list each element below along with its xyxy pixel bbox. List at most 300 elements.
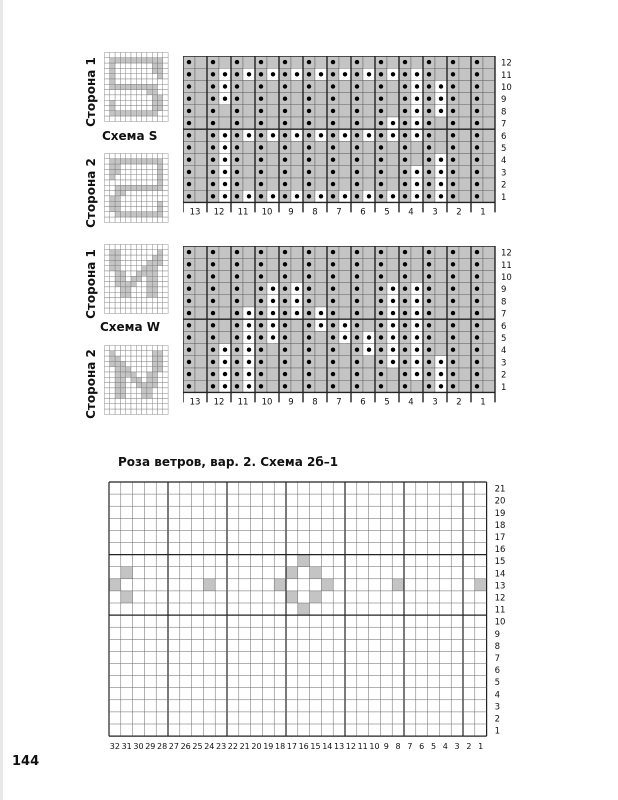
- motif-cell: [163, 409, 168, 414]
- stitch-cell: [339, 154, 351, 166]
- motif-cell: [163, 180, 168, 185]
- motif-cell: [115, 388, 120, 393]
- motif-cell: [158, 308, 163, 313]
- stitch-dot: [427, 311, 431, 315]
- motif-cell: [142, 169, 147, 174]
- stitch-dot: [379, 348, 383, 352]
- stitch-dot: [379, 335, 383, 339]
- column-label: 31: [121, 742, 132, 752]
- motif-cell: [110, 90, 115, 95]
- motif-cell: [142, 409, 147, 414]
- stitch-dot: [379, 384, 383, 388]
- stitch-dot: [403, 158, 407, 162]
- stitch-dot: [187, 311, 191, 315]
- column-label: 19: [263, 742, 274, 752]
- stitch-dot: [379, 182, 383, 186]
- row-label: 6: [501, 131, 507, 142]
- motif-cell: [126, 308, 131, 313]
- motif-cell: [142, 377, 147, 382]
- stitch-dot: [187, 250, 191, 254]
- stitch-dot: [283, 158, 287, 162]
- column-label: 5: [384, 207, 390, 218]
- motif-cell: [110, 346, 115, 351]
- stitch-cell: [315, 258, 327, 270]
- motif-cell: [152, 245, 157, 250]
- motif-cell: [115, 111, 120, 116]
- motif-cell: [147, 58, 152, 63]
- column-label: 27: [168, 742, 179, 752]
- stitch-dot: [475, 97, 479, 101]
- stitch-dot: [271, 323, 275, 327]
- stitch-cell: [387, 105, 399, 117]
- motif-cell: [163, 164, 168, 169]
- stitch-dot: [379, 360, 383, 364]
- motif-cell: [158, 276, 163, 281]
- stitch-dot: [235, 97, 239, 101]
- stitch-dot: [187, 323, 191, 327]
- motif-cell: [110, 372, 115, 377]
- stitch-dot: [247, 133, 251, 137]
- motif-cell: [126, 292, 131, 297]
- motif-cell: [158, 303, 163, 308]
- motif-cell: [110, 58, 115, 63]
- stitch-dot: [211, 121, 215, 125]
- stitch-dot: [211, 97, 215, 101]
- motif-cell: [136, 287, 141, 292]
- stitch-dot: [331, 133, 335, 137]
- motif-cell: [136, 276, 141, 281]
- motif-cell: [152, 175, 157, 180]
- motif-cell: [152, 377, 157, 382]
- stitch-dot: [259, 384, 263, 388]
- row-label: 11: [501, 260, 512, 271]
- column-label: 9: [288, 207, 294, 218]
- motif-cell: [126, 404, 131, 409]
- row-label: 4: [494, 690, 501, 701]
- stitch-cell: [339, 270, 351, 282]
- stitch-dot: [271, 194, 275, 198]
- stitch-dot: [259, 250, 263, 254]
- stitch-dot: [355, 145, 359, 149]
- stitch-dot: [415, 335, 419, 339]
- stitch-cell: [435, 270, 447, 282]
- motif-cell: [115, 63, 120, 68]
- stitch-cell: [315, 178, 327, 190]
- column-label: 2: [466, 742, 472, 752]
- motif-cell: [152, 68, 157, 73]
- column-label: 12: [213, 397, 225, 408]
- stitch-dot: [283, 360, 287, 364]
- column-label: 7: [336, 397, 342, 408]
- motif-cell: [110, 207, 115, 212]
- motif-cell: [126, 303, 131, 308]
- stitch-cell: [363, 295, 375, 307]
- stitch-cell: [291, 380, 303, 392]
- motif-cell: [105, 154, 110, 159]
- stitch-cell: [267, 270, 279, 282]
- motif-cell: [158, 217, 163, 222]
- motif-cell: [126, 164, 131, 169]
- stitch-dot: [427, 97, 431, 101]
- row-label: 4: [501, 156, 507, 167]
- stitch-cell: [459, 246, 471, 258]
- motif-cell: [131, 255, 136, 260]
- letter-motif-s-side2: [104, 153, 174, 225]
- stitch-cell: [195, 141, 207, 153]
- stitch-cell: [483, 141, 495, 153]
- motif-cell: [115, 367, 120, 372]
- motif-cell: [126, 245, 131, 250]
- stitch-cell: [315, 283, 327, 295]
- row-label: 3: [494, 702, 501, 713]
- stitch-dot: [391, 287, 395, 291]
- motif-cell: [105, 393, 110, 398]
- stitch-dot: [211, 311, 215, 315]
- motif-cell: [136, 180, 141, 185]
- stitch-dot: [355, 182, 359, 186]
- motif-cell: [120, 409, 125, 414]
- stitch-cell: [243, 56, 255, 68]
- stitch-cell: [195, 190, 207, 202]
- motif-cell: [158, 169, 163, 174]
- motif-cell: [158, 191, 163, 196]
- motif-cell: [120, 308, 125, 313]
- stitch-dot: [403, 299, 407, 303]
- stitch-dot: [355, 384, 359, 388]
- stitch-dot: [211, 170, 215, 174]
- shaded-stitch: [203, 579, 215, 591]
- column-label: 10: [261, 207, 273, 218]
- motif-cell: [110, 245, 115, 250]
- motif-cell: [142, 79, 147, 84]
- stitch-dot: [283, 109, 287, 113]
- stitch-dot: [403, 97, 407, 101]
- stitch-dot: [259, 170, 263, 174]
- stitch-dot: [295, 133, 299, 137]
- motif-cell: [147, 154, 152, 159]
- stitch-cell: [195, 129, 207, 141]
- motif-cell: [126, 84, 131, 89]
- stitch-dot: [187, 97, 191, 101]
- motif-cell: [105, 271, 110, 276]
- column-label: 21: [239, 742, 250, 752]
- stitch-cell: [315, 117, 327, 129]
- motif-cell: [120, 266, 125, 271]
- stitch-dot: [427, 372, 431, 376]
- stitch-cell: [363, 80, 375, 92]
- stitch-cell: [219, 117, 231, 129]
- stitch-cell: [339, 380, 351, 392]
- stitch-dot: [475, 145, 479, 149]
- stitch-dot: [283, 287, 287, 291]
- motif-cell: [136, 260, 141, 265]
- motif-cell: [105, 282, 110, 287]
- motif-cell: [136, 201, 141, 206]
- stitch-dot: [355, 121, 359, 125]
- motif-cell: [136, 212, 141, 217]
- motif-cell: [105, 383, 110, 388]
- stitch-dot: [403, 250, 407, 254]
- stitch-dot: [451, 72, 455, 76]
- stitch-cell: [339, 246, 351, 258]
- stitch-dot: [475, 72, 479, 76]
- row-label: 8: [501, 297, 507, 308]
- motif-cell: [131, 346, 136, 351]
- motif-cell: [142, 393, 147, 398]
- stitch-dot: [223, 170, 227, 174]
- stitch-dot: [235, 194, 239, 198]
- motif-cell: [158, 79, 163, 84]
- stitch-dot: [331, 274, 335, 278]
- stitch-dot: [331, 299, 335, 303]
- column-label: 20: [251, 742, 262, 752]
- motif-cell: [136, 383, 141, 388]
- stitch-dot: [355, 72, 359, 76]
- motif-cell: [126, 53, 131, 58]
- motif-cell: [105, 308, 110, 313]
- motif-cell: [158, 404, 163, 409]
- motif-cell: [105, 74, 110, 79]
- column-label: 1: [478, 742, 484, 752]
- motif-cell: [163, 351, 168, 356]
- motif-cell: [147, 393, 152, 398]
- stitch-cell: [459, 80, 471, 92]
- stitch-dot: [283, 72, 287, 76]
- column-label: 6: [360, 397, 366, 408]
- stitch-dot: [283, 262, 287, 266]
- stitch-dot: [403, 372, 407, 376]
- stitch-cell: [315, 295, 327, 307]
- row-label: 2: [494, 714, 501, 725]
- stitch-dot: [451, 60, 455, 64]
- stitch-cell: [435, 141, 447, 153]
- motif-cell: [105, 356, 110, 361]
- motif-cell: [115, 303, 120, 308]
- row-label: 1: [501, 382, 507, 393]
- motif-cell: [105, 159, 110, 164]
- motif-cell: [120, 175, 125, 180]
- motif-cell: [163, 372, 168, 377]
- motif-cell: [110, 303, 115, 308]
- motif-cell: [142, 164, 147, 169]
- stitch-cell: [459, 56, 471, 68]
- stitch-cell: [435, 344, 447, 356]
- stitch-dot: [211, 323, 215, 327]
- motif-cell: [158, 388, 163, 393]
- motif-cell: [142, 217, 147, 222]
- stitch-dot: [355, 60, 359, 64]
- stitch-dot: [283, 60, 287, 64]
- row-label: 12: [501, 58, 512, 69]
- motif-cell: [147, 367, 152, 372]
- motif-cell: [120, 346, 125, 351]
- shaded-stitch: [109, 579, 121, 591]
- stitch-dot: [451, 194, 455, 198]
- stitch-cell: [483, 178, 495, 190]
- column-label: 12: [213, 207, 225, 218]
- motif-cell: [158, 154, 163, 159]
- stitch-dot: [439, 182, 443, 186]
- motif-cell: [163, 383, 168, 388]
- stitch-cell: [459, 166, 471, 178]
- motif-cell: [120, 53, 125, 58]
- shaded-stitch: [298, 603, 310, 615]
- motif-cell: [115, 356, 120, 361]
- motif-cell: [115, 106, 120, 111]
- stitch-dot: [355, 323, 359, 327]
- stitch-dot: [343, 72, 347, 76]
- stitch-cell: [267, 117, 279, 129]
- column-label: 22: [227, 742, 238, 752]
- motif-cell: [147, 356, 152, 361]
- stitch-dot: [283, 145, 287, 149]
- stitch-dot: [343, 133, 347, 137]
- page-number: 144: [12, 754, 40, 769]
- motif-cell: [105, 58, 110, 63]
- motif-cell: [131, 53, 136, 58]
- motif-cell: [120, 111, 125, 116]
- stitch-dot: [223, 133, 227, 137]
- column-label: 9: [288, 397, 294, 408]
- stitch-cell: [219, 283, 231, 295]
- motif-cell: [142, 266, 147, 271]
- stitch-dot: [331, 145, 335, 149]
- stitch-dot: [355, 348, 359, 352]
- motif-cell: [152, 212, 157, 217]
- motif-cell: [126, 399, 131, 404]
- stitch-dot: [439, 97, 443, 101]
- stitch-dot: [283, 299, 287, 303]
- motif-cell: [152, 95, 157, 100]
- motif-cell: [131, 372, 136, 377]
- stitch-dot: [403, 145, 407, 149]
- motif-cell: [163, 308, 168, 313]
- stitch-dot: [343, 194, 347, 198]
- stitch-cell: [459, 307, 471, 319]
- stitch-dot: [235, 348, 239, 352]
- motif-cell: [115, 84, 120, 89]
- motif-cell: [105, 404, 110, 409]
- stitch-dot: [259, 348, 263, 352]
- column-label: 13: [334, 742, 345, 752]
- motif-cell: [158, 175, 163, 180]
- motif-cell: [158, 212, 163, 217]
- motif-cell: [136, 95, 141, 100]
- motif-cell: [152, 53, 157, 58]
- stitch-cell: [363, 56, 375, 68]
- motif-cell: [158, 74, 163, 79]
- motif-cell: [158, 180, 163, 185]
- motif-cell: [115, 68, 120, 73]
- motif-cell: [147, 180, 152, 185]
- stitch-dot: [475, 250, 479, 254]
- stitch-dot: [331, 182, 335, 186]
- stitch-cell: [291, 166, 303, 178]
- stitch-dot: [475, 274, 479, 278]
- motif-cell: [158, 90, 163, 95]
- shaded-stitch: [286, 591, 298, 603]
- motif-cell: [142, 111, 147, 116]
- stitch-dot: [415, 133, 419, 137]
- motif-cell: [147, 282, 152, 287]
- stitch-dot: [451, 109, 455, 113]
- stitch-dot: [247, 335, 251, 339]
- motif-cell: [126, 393, 131, 398]
- stitch-dot: [331, 348, 335, 352]
- motif-cell: [110, 276, 115, 281]
- motif-cell: [115, 282, 120, 287]
- stitch-dot: [355, 360, 359, 364]
- stitch-cell: [387, 368, 399, 380]
- stitch-dot: [367, 133, 371, 137]
- row-label: 20: [494, 496, 506, 507]
- motif-cell: [152, 185, 157, 190]
- motif-cell: [120, 185, 125, 190]
- stitch-cell: [363, 319, 375, 331]
- motif-cell: [131, 393, 136, 398]
- motif-cell: [147, 377, 152, 382]
- stitch-dot: [379, 262, 383, 266]
- stitch-cell: [267, 141, 279, 153]
- column-label: 24: [204, 742, 215, 752]
- stitch-dot: [415, 170, 419, 174]
- motif-cell: [163, 260, 168, 265]
- stitch-dot: [451, 250, 455, 254]
- stitch-dot: [475, 182, 479, 186]
- motif-cell: [115, 212, 120, 217]
- stitch-dot: [259, 194, 263, 198]
- stitch-dot: [379, 170, 383, 174]
- stitch-dot: [283, 384, 287, 388]
- stitch-dot: [415, 372, 419, 376]
- motif-cell: [136, 351, 141, 356]
- stitch-dot: [223, 158, 227, 162]
- motif-cell: [147, 175, 152, 180]
- stitch-cell: [267, 93, 279, 105]
- motif-cell: [152, 308, 157, 313]
- stitch-cell: [267, 154, 279, 166]
- motif-cell: [115, 260, 120, 265]
- motif-cell: [142, 404, 147, 409]
- motif-cell: [126, 58, 131, 63]
- stitch-cell: [411, 141, 423, 153]
- stitch-cell: [267, 356, 279, 368]
- column-label: 18: [275, 742, 286, 752]
- stitch-dot: [259, 145, 263, 149]
- motif-cell: [152, 100, 157, 105]
- motif-cell: [110, 63, 115, 68]
- stitch-dot: [319, 194, 323, 198]
- motif-cell: [147, 266, 152, 271]
- motif-cell: [105, 100, 110, 105]
- stitch-dot: [391, 194, 395, 198]
- shaded-stitch: [321, 579, 333, 591]
- row-label: 8: [494, 641, 501, 652]
- stitch-cell: [291, 141, 303, 153]
- motif-cell: [158, 367, 163, 372]
- stitch-dot: [235, 360, 239, 364]
- motif-cell: [136, 84, 141, 89]
- stitch-dot: [331, 250, 335, 254]
- motif-cell: [147, 79, 152, 84]
- stitch-dot: [211, 335, 215, 339]
- motif-cell: [126, 266, 131, 271]
- stitch-dot: [259, 121, 263, 125]
- stitch-dot: [259, 360, 263, 364]
- motif-cell: [110, 404, 115, 409]
- stitch-dot: [391, 133, 395, 137]
- stitch-cell: [315, 368, 327, 380]
